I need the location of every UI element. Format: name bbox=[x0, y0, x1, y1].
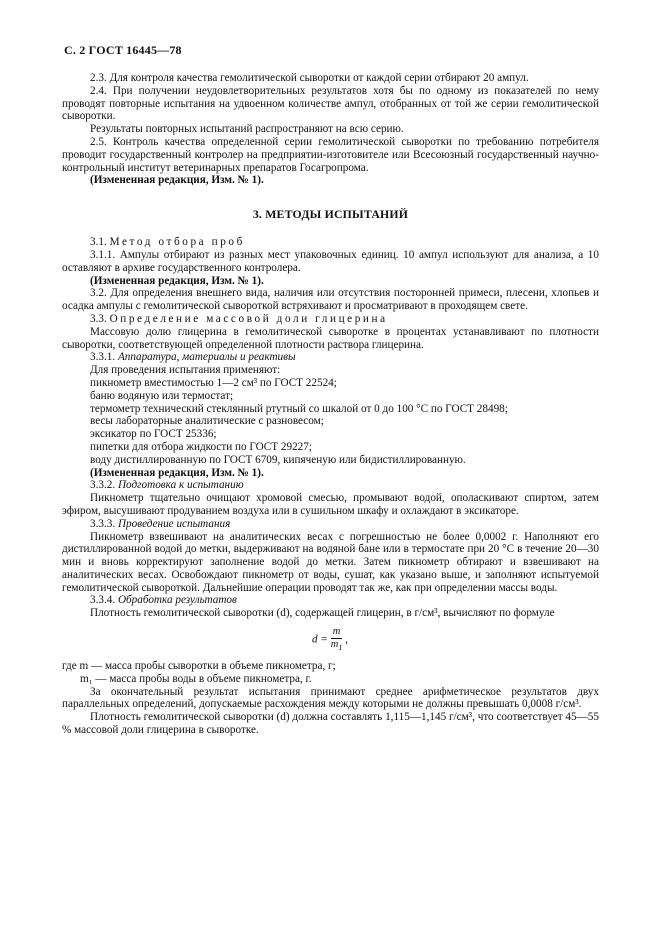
formula-den-var: m bbox=[330, 639, 339, 651]
paragraph-3-3-3: Пикнометр взвешивают на аналитических весах с погрешностью не более 0,0002 г. Наполняют его дистиллированной водой до метки, выдерживают на водяной бане или в термостате при 20 °С в течение 20—30 мин и вновь корректируют заполнение водой до метки. Затем пикнометр обтирают и взвешивают на аналитических весах. Освобождают пикнометр от воды, сушат, как указано выше, и заполняют испытуемой гемолитической сывороткой. Дальнейшие операции проводят так же, как при определении массы воды. bbox=[62, 530, 599, 594]
subsection-number: 3.3.1. bbox=[90, 351, 116, 364]
paragraph-3-3-2: Пикнометр тщательно очищают хромовой смесью, промывают водой, ополаскивают спиртом, затем эфиром, высушивают продуванием воздуха или в сушильном шкафу и охлаждают в эксикаторе. bbox=[62, 492, 599, 517]
subsection-number: 3.3.4. bbox=[90, 594, 116, 607]
document-body bbox=[62, 72, 599, 737]
paragraph-3-3: Массовую долю глицерина в гемолитической сыворотке в процентах устанавливают по плотности сыворотки, соответствующей определенной плотности раствора глицерина. bbox=[62, 325, 599, 351]
page-header: С. 2 ГОСТ 16445—78 bbox=[64, 43, 182, 57]
paragraph-3-1-1: 3.1.1. Ампулы отбирают из разных мест упаковочных единиц. 10 ампул используют для анализа, а 10 оставляют в архиве государственного контролера. bbox=[62, 248, 599, 274]
formula-tail: , bbox=[345, 633, 348, 646]
subsection-3-3-3 bbox=[62, 518, 599, 531]
paragraph-2-5: 2.5. Контроль качества определенной серии гемолитической сыворотки по требованию потребителя проводит государственный контролер на предприятии-изготовителе или Всесоюзный государственный научно-контрольный институт ветеринарных препаратов Госагропрома. bbox=[62, 135, 599, 174]
paragraph-density-norm: Плотность гемолитической сыворотки (d) должна составлять 1,115—1,145 г/см³, что соответствует 45—55 % массовой доли глицерина в сыворотке. bbox=[62, 711, 599, 737]
subsection-title: Определение массовой доли глицерина bbox=[109, 312, 388, 325]
paragraph-3-3-4: Плотность гемолитической сыворотки (d), содержащей глицерин, в г/см³, вычисляют по формуле bbox=[90, 607, 555, 620]
formula-fraction bbox=[331, 626, 343, 654]
subsection-number: 3.3.3. bbox=[90, 517, 116, 530]
subsection-title: Метод отбора проб bbox=[109, 236, 245, 249]
subsection-number: 3.1. bbox=[90, 236, 107, 249]
subsection-3-3 bbox=[62, 313, 599, 326]
formula-lhs: d = bbox=[312, 633, 328, 646]
equipment-intro: Для проведения испытания применяют: bbox=[90, 364, 281, 377]
list-item: пикнометр вместимостью 1—2 см³ по ГОСТ 22524; bbox=[90, 376, 337, 389]
paragraph-3-2: 3.2. Для определения внешнего вида, наличия или отсутствия посторонней примеси, плесени, хлопьев и осадка ампулы с гемолитической сывороткой встряхивают и просматривают в проходящем свете. bbox=[62, 287, 599, 313]
list-item: баню водяную или термостат; bbox=[90, 389, 234, 402]
density-formula bbox=[62, 626, 599, 656]
subsection-3-3-2 bbox=[62, 479, 599, 492]
subsection-number: 3.3.2. bbox=[90, 479, 116, 492]
list-item: весы лабораторные аналитические с разновесом; bbox=[90, 415, 324, 428]
list-item: эксикатор по ГОСТ 25336; bbox=[90, 428, 217, 441]
paragraph-2-3: 2.3. Для контроля качества гемолитической сыворотки от каждой серии отбирают 20 ампул. bbox=[90, 72, 529, 84]
amendment-note: (Измененная редакция, Изм. № 1). bbox=[90, 466, 264, 479]
subsection-number: 3.3. bbox=[90, 312, 107, 325]
variable-definition: где m — масса пробы сыворотки в объеме пикнометра, г; bbox=[62, 660, 336, 673]
list-item: воду дистиллированную по ГОСТ 6709, кипяченую или бидистиллированную. bbox=[90, 453, 466, 466]
formula-numerator: m bbox=[332, 626, 341, 638]
formula-denominator bbox=[331, 639, 343, 654]
subsection-title: Проведение испытания bbox=[117, 517, 231, 530]
paragraph-2-4: 2.4. При получении неудовлетворительных результатов хотя бы по одному из показателей по нему проводят повторные испытания на удвоенном количестве ампул, отобранных от той же серии гемолитической сыворотки. bbox=[62, 84, 599, 123]
list-item: пипетки для отбора жидкости по ГОСТ 29227; bbox=[90, 440, 312, 453]
subsection-3-3-1 bbox=[62, 351, 599, 364]
subsection-title: Обработка результатов bbox=[117, 594, 237, 607]
variable-definition: m₁ — масса пробы воды в объеме пикнометра, г. bbox=[80, 672, 312, 685]
list-item: термометр технический стеклянный ртутный со шкалой от 0 до 100 °С по ГОСТ 28498; bbox=[90, 402, 508, 415]
paragraph-repeat-results: Результаты повторных испытаний распространяют на всю серию. bbox=[90, 123, 404, 136]
amendment-note: (Измененная редакция, Изм. № 1). bbox=[90, 274, 264, 287]
section-heading: 3. МЕТОДЫ ИСПЫТАНИЙ bbox=[252, 207, 409, 222]
subsection-3-1 bbox=[62, 236, 599, 249]
subsection-title: Аппаратура, материалы и реактивы bbox=[117, 351, 296, 364]
subsection-3-3-4 bbox=[62, 594, 599, 607]
amendment-note: (Измененная редакция, Изм. № 1). bbox=[90, 174, 264, 187]
subsection-title: Подготовка к испытанию bbox=[117, 479, 244, 492]
formula-den-sub: 1 bbox=[338, 643, 343, 653]
equipment-list bbox=[62, 377, 599, 467]
paragraph-final-result: За окончательный результат испытания принимают среднее арифметическое результатов двух параллельных определений, допускаемые расхождения между которыми не должны превышать 0,0008 г/см³. bbox=[62, 685, 599, 711]
